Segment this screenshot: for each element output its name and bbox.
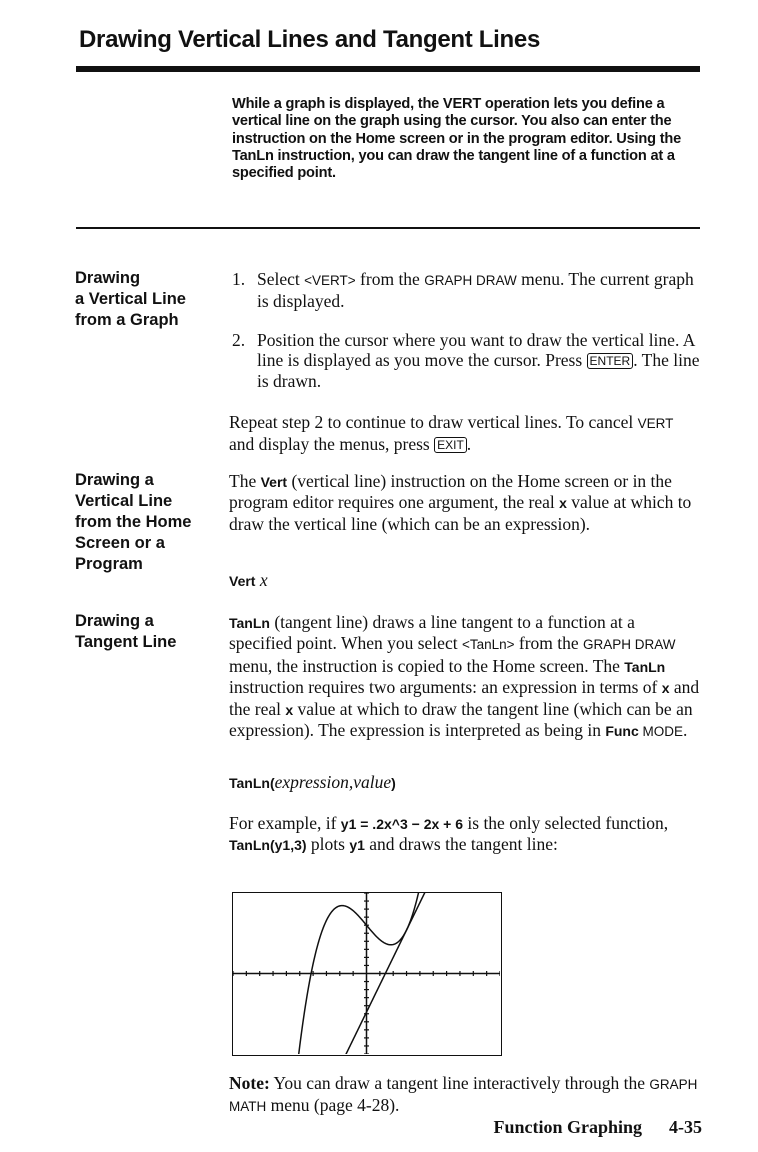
enter-key: ENTER [587, 353, 634, 369]
step-text: Select <VERT> from the GRAPH DRAW menu. The current graph is displayed. [257, 269, 694, 312]
tanln-paragraph: TanLn (tangent line) draws a line tangent to a function at a specified point. When you select <TanLn> from the GRAPH DRAW menu, the instruction is copied to the Home screen. The TanLn instruction requires two arguments: an expression in terms of x and the real x value at which to draw the tangent line (which can be an expression). The expression is interpreted as being in Func MODE. [229, 612, 700, 741]
vert-paragraph: The Vert (vertical line) instruction on the Home screen or in the program editor requires one argument, the real x value at which to draw the vertical line (which can be an expression). [229, 471, 692, 534]
repeat-paragraph: Repeat step 2 to continue to draw vertical lines. To cancel VERT and display the menus, press EXIT . [229, 412, 674, 455]
exit-key: EXIT [434, 437, 467, 453]
heading-tangent: Drawing a Tangent Line [75, 612, 177, 651]
vert-syntax: Vert x [229, 570, 268, 590]
note-label: Note: [229, 1073, 270, 1093]
intro-rule [76, 227, 700, 229]
page-number: 4-35 [669, 1117, 702, 1137]
note-paragraph: Note: You can draw a tangent line interactively through the GRAPH MATH menu (page 4-28). [229, 1073, 698, 1116]
menu-name: GRAPH DRAW [424, 273, 517, 288]
heading-vertical-graph: Drawing a Vertical Line from a Graph [75, 269, 186, 329]
tanln-syntax: TanLn(expression,value) [229, 772, 396, 792]
graph-screen [232, 892, 502, 1056]
step-number: 1. [232, 269, 246, 289]
menu-item-vert: <VERT> [304, 273, 356, 288]
page-title: Drawing Vertical Lines and Tangent Lines [79, 26, 540, 53]
example-paragraph: For example, if y1 = .2x^3 − 2x + 6 is the only selected function, TanLn(y1,3) plots y1 and draws the tangent line: [229, 813, 669, 855]
step-1 [232, 269, 702, 311]
equation: y1 = .2x^3 − 2x + 6 [340, 816, 464, 832]
intro-paragraph: While a graph is displayed, the VERT operation lets you define a vertical line on the graph using the cursor. You also can enter the instruction on the Home screen or in the program editor. Using the TanLn instruction, you can draw the tangent line of a function at a specified point. [232, 96, 681, 182]
step-2 [232, 330, 702, 392]
graph-plot [233, 893, 500, 1054]
step-number: 2. [232, 330, 246, 350]
footer-section: Function Graphing [493, 1117, 642, 1137]
step-text: Position the cursor where you want to draw the vertical line. A line is displayed as you move the cursor. Press ENTER . The line is drawn. [257, 330, 700, 391]
title-rule [76, 66, 700, 72]
vert-keyword: Vert [260, 474, 288, 490]
heading-vertical-home: Drawing a Vertical Line from the Home Screen or a Program [75, 471, 192, 573]
vert-label: VERT [637, 416, 674, 431]
